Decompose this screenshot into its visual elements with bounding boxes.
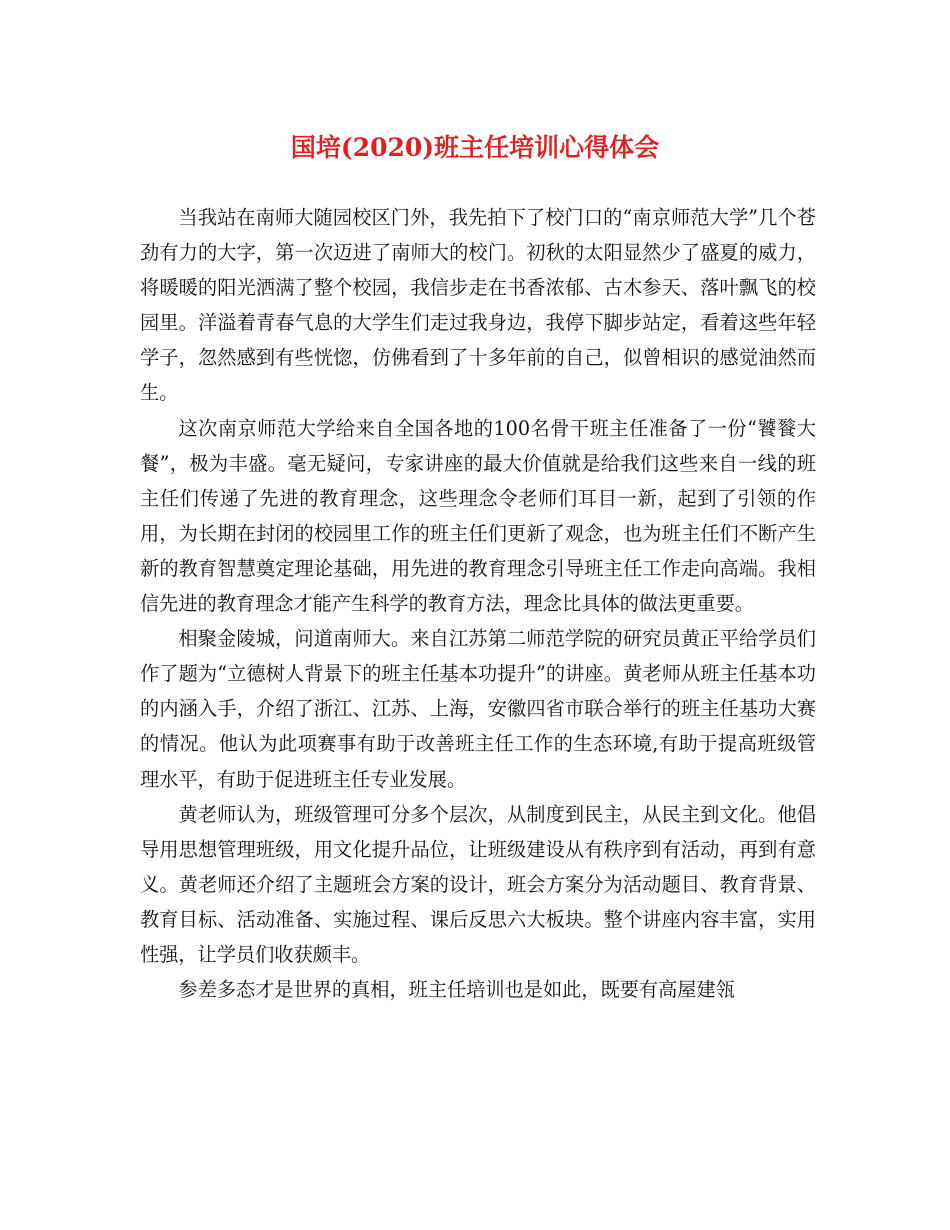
paragraph-4: 黄老师认为，班级管理可分多个层次，从制度到民主，从民主到文化。他倡导用思想管理班级，用文化提升品位，让班级建设从有秩序到有活动，再到有意义。黄老师还介绍了主题班会方案的设计，班会方案分为活动题目、教育背景、教育目标、活动准备、实施过程、课后反思六大板块。整个讲座内容丰富，实用性强，让学员们收获颇丰。	[140, 802, 816, 966]
document-body	[140, 200, 816, 1007]
paragraph-5: 参差多态才是世界的真相，班主任培训也是如此，既要有高屋建瓴	[178, 978, 735, 1002]
paragraph-3: 相聚金陵城，问道南师大。来自江苏第二师范学院的研究员黄正平给学员们作了题为“立德树人背景下的班主任基本功提升”的讲座。黄老师从班主任基本功的内涵入手，介绍了浙江、江苏、上海，安徽四省市联合举行的班主任基功大赛的情况。他认为此项赛事有助于改善班主任工作的生态环境,有助于提高班级管理水平，有助于促进班主任专业发展。	[140, 627, 816, 791]
document-title: 国培(2020)班主任培训心得体会	[290, 133, 660, 162]
paragraph-1: 当我站在南师大随园校区门外，我先拍下了校门口的“南京师范大学”几个苍劲有力的大字，第一次迈进了南师大的校门。初秋的太阳显然少了盛夏的威力，将暖暖的阳光洒满了整个校园，我信步走在书香浓郁、古木参天、落叶飘飞的校园里。洋溢着青春气息的大学生们走过我身边，我停下脚步站定，看着这些年轻学子，忽然感到有些恍惚，仿佛看到了十多年前的自己，似曾相识的感觉油然而生。	[140, 206, 816, 405]
paragraph-2: 这次南京师范大学给来自全国各地的100名骨干班主任准备了一份“饕餮大餐”，极为丰盛。毫无疑问，专家讲座的最大价值就是给我们这些来自一线的班主任们传递了先进的教育理念，这些理念令老师们耳目一新，起到了引领的作用，为长期在封闭的校园里工作的班主任们更新了观念，也为班主任们不断产生新的教育智慧奠定理论基础，用先进的教育理念引导班主任工作走向高端。我相信先进的教育理念才能产生科学的教育方法，理念比具体的做法更重要。	[140, 416, 816, 616]
